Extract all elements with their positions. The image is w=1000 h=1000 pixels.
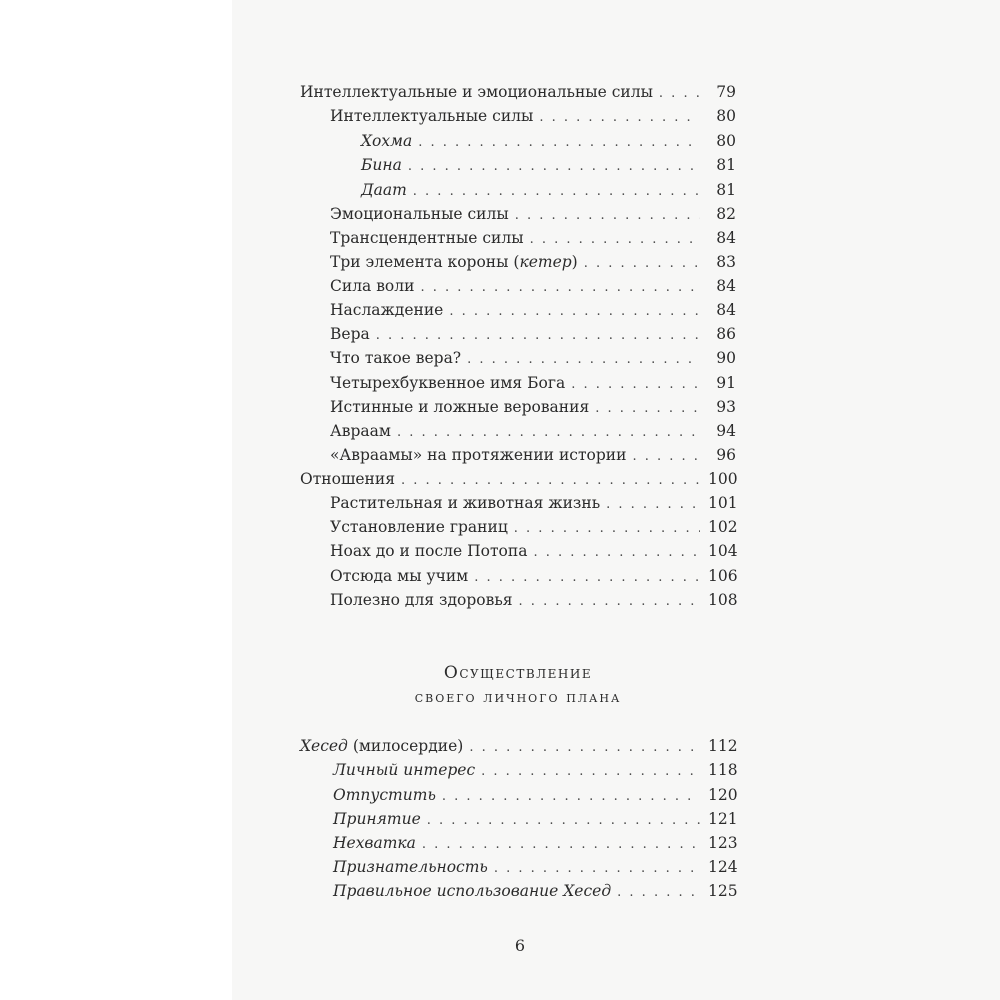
leader-dots [659, 84, 700, 104]
toc-entry-title: Полезно для здоровья [330, 591, 513, 609]
leader-dots [595, 399, 700, 419]
toc-entry [361, 155, 736, 177]
leader-dots [617, 883, 700, 903]
toc-entry [330, 276, 736, 298]
leader-dots [530, 230, 700, 250]
toc-entry-page: 83 [716, 253, 736, 271]
toc-entry-title [300, 736, 463, 756]
toc-entry-title-rest: (милосердие) [347, 737, 464, 755]
leader-dots [422, 835, 700, 855]
leader-dots [442, 787, 700, 807]
toc-entry-title: Личный интерес [333, 761, 476, 779]
toc-entry [361, 131, 736, 153]
toc-entry [330, 106, 736, 128]
leader-dots [397, 423, 700, 443]
toc-entry [333, 881, 736, 903]
toc-entry-title [330, 252, 578, 272]
leader-dots [481, 762, 700, 782]
toc-entry-title: Наслаждение [330, 301, 444, 319]
toc-entry-title-italic: Хесед [300, 737, 348, 755]
toc-entry [330, 541, 736, 563]
toc-entry-page: 123 [708, 834, 738, 852]
leader-dots [515, 206, 700, 226]
toc-entry [300, 82, 736, 104]
toc-entry-title: Ноах до и после Потопа [330, 542, 528, 560]
toc-entry [330, 228, 736, 250]
toc-entry-page: 121 [708, 810, 738, 828]
toc-entry-title: Интеллектуальные и эмоциональные силы [300, 83, 653, 101]
toc-entry [330, 590, 736, 612]
toc-entry-title-italic: кетер [519, 253, 572, 271]
toc-entry-page: 108 [708, 591, 738, 609]
toc-entry-page: 118 [708, 761, 738, 779]
leader-dots [469, 738, 700, 758]
toc-entry-page: 120 [708, 786, 738, 804]
toc-entry [330, 300, 736, 322]
toc-entry [333, 857, 736, 879]
toc-entry [330, 252, 736, 274]
toc-entry-page: 84 [716, 301, 736, 319]
toc-entry-title: Истинные и ложные верования [330, 398, 590, 416]
section-heading-line2: своего личного плана [414, 688, 622, 706]
toc-entry-page: 100 [708, 470, 738, 488]
toc-entry-title: Сила воли [330, 277, 415, 295]
leader-dots [408, 157, 700, 177]
toc-entry [300, 469, 736, 491]
toc-entry [330, 324, 736, 346]
toc-entry-title: Эмоциональные силы [330, 205, 509, 223]
leader-dots [584, 254, 700, 274]
toc-entry-title: Отсюда мы учим [330, 567, 469, 585]
toc-entry [330, 493, 736, 515]
toc-entry-title: Отношения [300, 470, 395, 488]
toc-entry-title: Растительная и животная жизнь [330, 494, 601, 512]
toc-entry-page: 80 [716, 107, 736, 125]
toc-entry-page: 79 [716, 83, 736, 101]
leader-dots [376, 326, 700, 346]
toc-entry-page: 80 [716, 132, 736, 150]
toc-entry-title: Трансцендентные силы [330, 229, 524, 247]
leader-dots [571, 375, 700, 395]
toc-entry-page: 101 [708, 494, 738, 512]
toc-entry [330, 445, 736, 467]
toc-entry [330, 421, 736, 443]
toc-entry-page: 102 [708, 518, 738, 536]
toc-entry-title: Отпустить [333, 786, 436, 804]
toc-entry-title-end: ) [571, 253, 578, 271]
leader-dots [519, 592, 700, 612]
toc-entry-title: Правильное использование Хесед [333, 882, 612, 900]
toc-entry-title: Бина [361, 156, 402, 174]
section-heading-line1: Осуществление [443, 663, 593, 683]
toc-entry-page: 104 [708, 542, 738, 560]
leader-dots [539, 108, 700, 128]
toc-entry [330, 397, 736, 419]
toc-entry [333, 760, 736, 782]
toc-entry-title: Что такое вера? [330, 349, 462, 367]
toc-entry-title: Четырехбуквенное имя Бога [330, 374, 566, 392]
toc-entry [330, 204, 736, 226]
toc-entry-page: 94 [716, 422, 736, 440]
toc-entry-page: 81 [716, 181, 736, 199]
toc-entry [333, 833, 736, 855]
toc-entry [330, 373, 736, 395]
toc-entry-title: Нехватка [333, 834, 416, 852]
toc-entry-title: Интеллектуальные силы [330, 107, 534, 125]
toc-entry-title: Даат [361, 181, 407, 199]
toc-entry [300, 736, 736, 758]
toc-entry-page: 124 [708, 858, 738, 876]
toc-entry-page: 91 [716, 374, 736, 392]
toc-entry-title: «Авраамы» на протяжении истории [330, 446, 627, 464]
toc-entry-title-start: Три элемента короны ( [330, 253, 520, 271]
toc-entry-title: Хохма [361, 132, 413, 150]
toc-entry [333, 785, 736, 807]
toc-entry [330, 348, 736, 370]
toc-entry-page: 81 [716, 156, 736, 174]
leader-dots [514, 519, 700, 539]
toc-entry [361, 180, 736, 202]
toc-entry-page: 106 [708, 567, 738, 585]
leader-dots [449, 302, 700, 322]
toc-entry-page: 84 [716, 277, 736, 295]
leader-dots [632, 447, 700, 467]
leader-dots [606, 495, 700, 515]
leader-dots [413, 182, 700, 202]
toc-entry-title: Установление границ [330, 518, 508, 536]
toc-entry-title: Признательность [333, 858, 488, 876]
toc-entry-page: 86 [716, 325, 736, 343]
toc-entry-page: 93 [716, 398, 736, 416]
toc-entry-page: 84 [716, 229, 736, 247]
toc-entry-page: 96 [716, 446, 736, 464]
toc-entry [330, 517, 736, 539]
leader-dots [401, 471, 700, 491]
toc-entry-page: 125 [708, 882, 738, 900]
toc-entry-page: 112 [708, 737, 738, 755]
toc-entry-page: 82 [716, 205, 736, 223]
toc-entry-title: Авраам [330, 422, 391, 440]
toc-entry-page: 90 [716, 349, 736, 367]
toc-entry [333, 809, 736, 831]
leader-dots [474, 568, 700, 588]
leader-dots [467, 350, 700, 370]
page-number: 6 [514, 936, 526, 955]
toc-entry-title: Вера [330, 325, 370, 343]
leader-dots [427, 811, 700, 831]
toc-entry-title: Принятие [333, 810, 421, 828]
toc-entry [330, 566, 736, 588]
leader-dots [494, 859, 700, 879]
leader-dots [420, 278, 700, 298]
leader-dots [418, 133, 700, 153]
leader-dots [533, 543, 700, 563]
